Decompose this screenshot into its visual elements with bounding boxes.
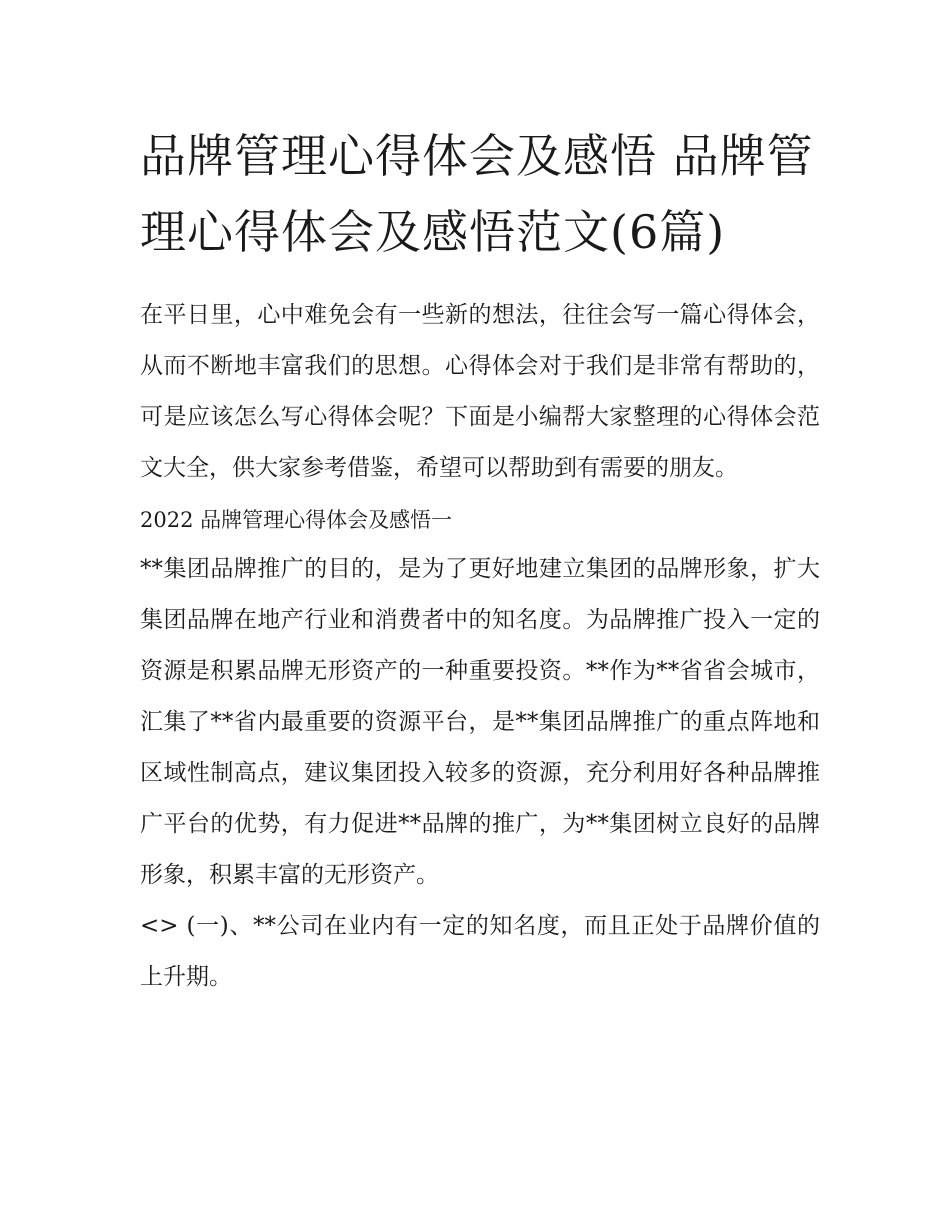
body-paragraph-1: **集团品牌推广的目的，是为了更好地建立集团的品牌形象，扩大集团品牌在地产行业和消费者中的知名度。为品牌推广投入一定的资源是积累品牌无形资产的一种重要投资。**作为**省省会城市，汇集了**省内最重要的资源平台，是**集团品牌推广的重点阵地和区域性制高点，建议集团投入较多的资源，充分利用好各种品牌推广平台的优势，有力促进**品牌的推广，为**集团树立良好的品牌形象，积累丰富的无形资产。: [140, 556, 820, 888]
section-heading: 2022 品牌管理心得体会及感悟一: [140, 508, 453, 532]
document-title: 品牌管理心得体会及感悟 品牌管理心得体会及感悟范文(6篇): [140, 129, 814, 259]
body-paragraph-2: <> (一)、**公司在业内有一定的知名度，而且正处于品牌价值的上升期。: [140, 913, 820, 990]
document-page: [140, 118, 820, 1003]
intro-paragraph: 在平日里，心中难免会有一些新的想法，往往会写一篇心得体会，从而不断地丰富我们的思想。心得体会对于我们是非常有帮助的，可是应该怎么写心得体会呢？下面是小编帮大家整理的心得体会范文大全，供大家参考借鉴，希望可以帮助到有需要的朋友。: [140, 302, 820, 481]
